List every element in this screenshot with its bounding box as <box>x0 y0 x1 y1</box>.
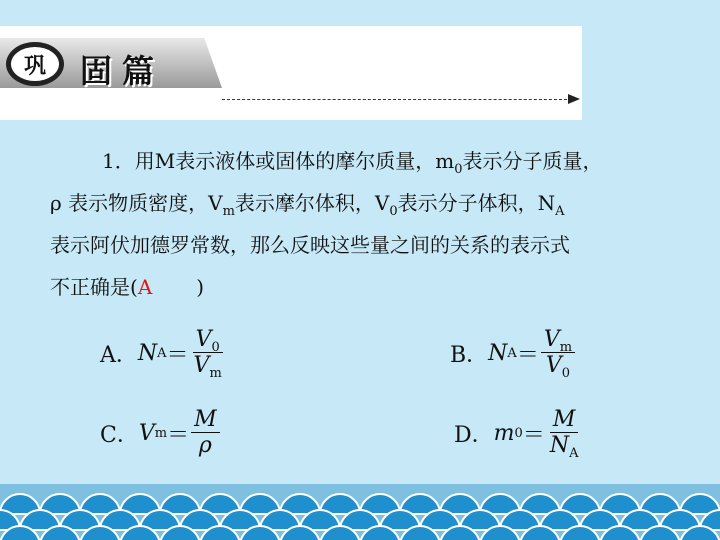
numerator: V <box>543 327 560 352</box>
subscript: 0 <box>561 366 571 381</box>
option-c[interactable]: C． V m ＝ $\frac{M}{\rho}$ <box>100 408 222 459</box>
denominator: N <box>549 433 570 458</box>
option-b[interactable]: B． N A ＝ $\frac{V_m}{V_0}$ <box>450 328 577 379</box>
subscript: m <box>559 340 573 355</box>
question-line4-end: ) <box>196 275 205 299</box>
formula-lhs: N <box>137 341 158 366</box>
equals: ＝ <box>516 343 539 368</box>
denominator: ρ <box>198 433 212 458</box>
fraction <box>191 408 220 459</box>
option-label: A． <box>100 343 138 368</box>
subscript: 0 <box>454 162 463 177</box>
fraction <box>547 408 582 459</box>
subscript: A <box>569 446 579 461</box>
equals: ＝ <box>522 423 545 448</box>
question-line2a: ρ 表示物质密度，V <box>50 191 223 215</box>
equals: ＝ <box>167 423 190 448</box>
numerator: M <box>552 407 576 432</box>
dashed-arrow-line <box>222 99 572 100</box>
question-line2b: 表示摩尔体积，V <box>234 191 390 215</box>
formula-lhs: V <box>138 421 155 446</box>
option-label: D． <box>454 423 494 448</box>
question-line4: 不正确是( <box>50 275 138 299</box>
numerator: M <box>194 407 217 432</box>
equals: ＝ <box>166 343 189 368</box>
formula-lhs: m <box>493 421 515 446</box>
question-text <box>50 140 690 308</box>
fraction <box>541 328 575 379</box>
answer-mark: A <box>137 275 153 299</box>
subscript: 0 <box>389 204 398 219</box>
question-line2c: 表示分子体积，N <box>397 191 556 215</box>
numerator: V <box>195 327 212 352</box>
subscript: A <box>555 204 565 219</box>
fraction <box>191 328 225 379</box>
question-line1-end: 表示分子质量， <box>462 149 603 173</box>
section-title: 固篇 <box>80 52 165 90</box>
denominator: V <box>545 353 562 378</box>
subscript: 0 <box>211 340 220 355</box>
formula-lhs: N <box>488 341 508 366</box>
badge-icon: 巩 <box>6 42 64 86</box>
arrow-right-icon <box>568 94 580 104</box>
question-line1: 用M表示液体或固体的摩尔质量，m <box>134 149 455 173</box>
denominator: V <box>193 353 210 378</box>
option-d[interactable]: D． m 0 ＝ $\frac{M}{N_A}$ <box>454 408 583 459</box>
header-banner <box>0 26 582 120</box>
subscript: m <box>209 366 222 381</box>
option-label: C． <box>100 423 139 448</box>
question-line3: 表示阿伏加德罗常数，那么反映这些量之间的关系的表示式 <box>50 233 570 257</box>
option-a[interactable]: A． N A ＝ $\frac{V_0}{V_m}$ <box>100 328 227 379</box>
question-number: 1． <box>102 149 135 173</box>
option-label: B． <box>450 343 489 368</box>
wave-pattern <box>0 484 720 540</box>
subscript: m <box>222 204 235 219</box>
